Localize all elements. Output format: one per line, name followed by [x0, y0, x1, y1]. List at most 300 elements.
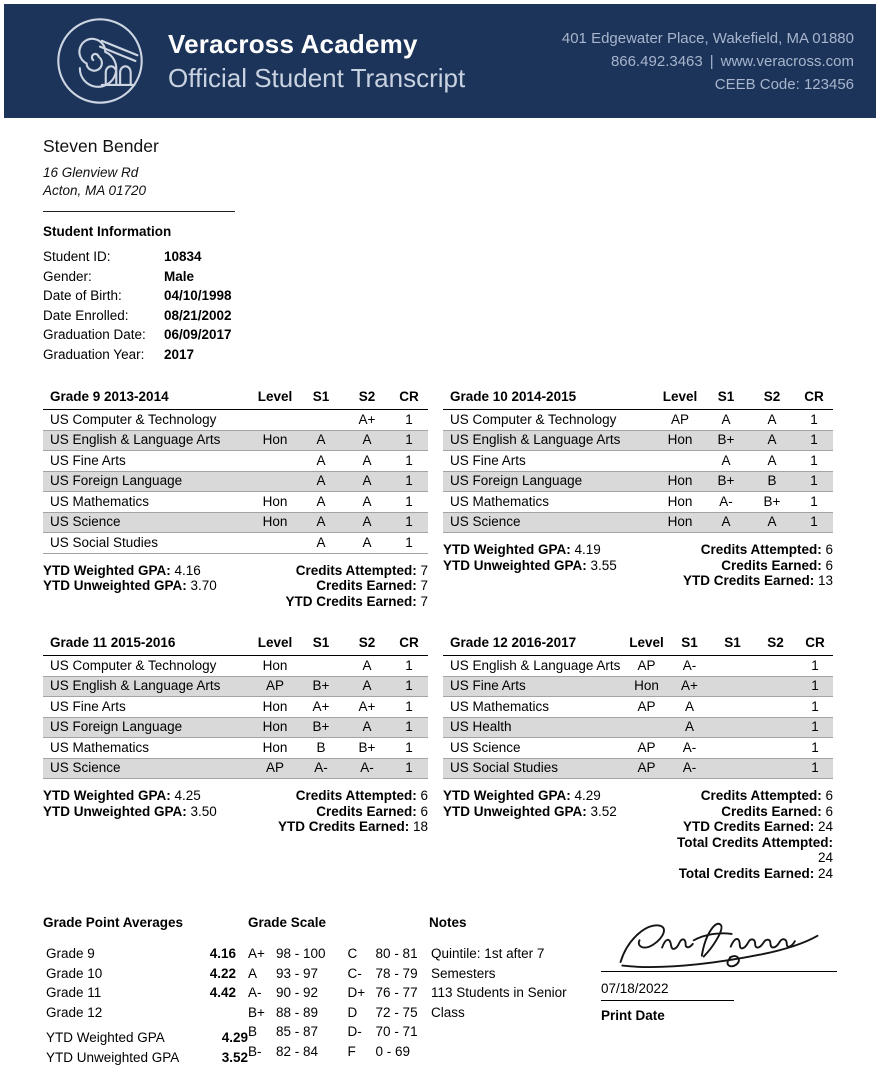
- gpa-label: Grade 11: [46, 983, 174, 1003]
- table-row: [43, 451, 428, 472]
- grade-scale-col1: [248, 944, 326, 1061]
- gpa-label: Grade 10: [46, 964, 174, 984]
- school-name: Veracross Academy: [168, 29, 465, 60]
- summary-label: Credits Attempted:: [296, 563, 417, 578]
- column-header: CR: [390, 389, 428, 404]
- grade-cell: 1: [797, 758, 833, 779]
- gpa-label: Grade 9: [46, 944, 174, 964]
- column-header: CR: [797, 635, 833, 650]
- student-address-line2: Acton, MA 01720: [43, 182, 837, 200]
- grade-cell: A: [344, 492, 390, 513]
- course-name: US Fine Arts: [43, 451, 252, 472]
- summary-value: 24: [814, 819, 833, 834]
- grade-cell: 1: [795, 512, 833, 533]
- grade-cell: Hon: [657, 430, 703, 451]
- credits-summary: [638, 788, 833, 881]
- course-name: US Foreign Language: [43, 471, 252, 492]
- grade-letter: D+: [348, 983, 376, 1003]
- gpa-summary: [443, 542, 638, 589]
- summary-label: Total Credits Attempted:: [677, 835, 833, 850]
- grade-cell: Hon: [657, 492, 703, 513]
- summary-value: 6: [822, 788, 833, 803]
- gpa-average-row: [43, 944, 248, 964]
- summary-value: 3.50: [187, 804, 217, 819]
- info-label: Graduation Year:: [43, 345, 164, 365]
- summary-line: [638, 558, 833, 574]
- grade-cell: A: [344, 471, 390, 492]
- grade-table: [443, 635, 833, 881]
- gpa-average-row: [43, 1003, 248, 1023]
- gpa-label: YTD Unweighted GPA: [46, 1048, 183, 1067]
- table-row: [43, 656, 428, 677]
- info-value: 04/10/1998: [164, 286, 232, 306]
- summary-label: Credits Attempted:: [296, 788, 417, 803]
- grade-scale-row: [248, 1042, 326, 1062]
- bottom-section: [43, 915, 837, 1067]
- course-name: US Social Studies: [443, 758, 625, 779]
- summary-label: YTD Credits Earned:: [683, 573, 814, 588]
- grade-cell: 1: [795, 492, 833, 513]
- course-name: US Science: [43, 512, 252, 533]
- grade-cell: Hon: [252, 430, 298, 451]
- column-header: S2: [344, 389, 390, 404]
- grade-table-header-row: [443, 635, 833, 656]
- table-row: [43, 697, 428, 718]
- grade-cell: A: [668, 717, 711, 738]
- table-row: [443, 656, 833, 677]
- grade-table: [443, 389, 833, 589]
- course-name: US Social Studies: [43, 533, 252, 554]
- signature-line: [601, 915, 837, 972]
- header-titles: [168, 29, 465, 94]
- grade-scale-row: [248, 983, 326, 1003]
- ceeb-code: CEEB Code: 123456: [562, 73, 854, 96]
- grade-cell: Hon: [252, 717, 298, 738]
- column-header: CR: [795, 389, 833, 404]
- grade-cell: 1: [795, 451, 833, 472]
- student-section: [43, 136, 837, 364]
- table-row: [43, 738, 428, 759]
- table-row: [443, 451, 833, 472]
- print-date-value: 07/18/2022: [601, 981, 734, 1001]
- signature-icon: [605, 915, 833, 971]
- grade-cell: 1: [795, 430, 833, 451]
- summary-line: [638, 788, 833, 804]
- gpa-summary: [43, 788, 233, 835]
- grade-scale-row: [348, 944, 418, 964]
- grade-cell: A: [298, 492, 344, 513]
- grade-letter: B+: [248, 1003, 276, 1023]
- gpa-label: Grade 12: [46, 1003, 174, 1023]
- grade-cell: A: [749, 430, 795, 451]
- table-row: [43, 431, 428, 452]
- grade-cell: 1: [390, 676, 428, 697]
- grade-cell: A: [344, 656, 390, 677]
- gpa-value: 4.42: [174, 983, 236, 1003]
- document-title: Official Student Transcript: [168, 63, 465, 94]
- grade-table-header-row: [43, 635, 428, 656]
- grade-cell: B+: [749, 492, 795, 513]
- course-name: US Computer & Technology: [43, 410, 252, 431]
- grade-letter: A: [248, 964, 276, 984]
- grade-cell: 1: [390, 656, 428, 677]
- table-row: [43, 513, 428, 534]
- summary-value: 3.52: [587, 804, 617, 819]
- grade-table-title: Grade 10 2014-2015: [443, 389, 657, 404]
- grade-cell: A: [344, 717, 390, 738]
- grade-cell: B+: [298, 717, 344, 738]
- grade-cell: Hon: [252, 697, 298, 718]
- grade-cell: A-: [668, 738, 711, 759]
- grade-cell: A-: [668, 656, 711, 677]
- column-header: S2: [344, 635, 390, 650]
- table-row: [43, 677, 428, 698]
- summary-value: 24: [814, 866, 833, 881]
- grade-cell: B: [749, 471, 795, 492]
- student-info-row: [43, 345, 837, 365]
- summary-label: YTD Weighted GPA:: [443, 542, 571, 557]
- table-row: [443, 759, 833, 780]
- grade-cell: Hon: [625, 676, 668, 697]
- grade-cell: B+: [703, 471, 749, 492]
- gpa-summary: [443, 788, 638, 881]
- course-name: US Mathematics: [443, 697, 625, 718]
- school-logo-icon: [54, 15, 146, 107]
- grade-cell: A: [749, 451, 795, 472]
- student-info-row: [43, 306, 837, 326]
- header-band: [4, 4, 876, 118]
- course-name: US English & Language Arts: [443, 656, 625, 677]
- gpa-value: [174, 1003, 236, 1023]
- grade-scale-row: [248, 944, 326, 964]
- grade-letter: D-: [348, 1022, 376, 1042]
- grade-scale-row: [248, 1003, 326, 1023]
- summary-line: [638, 866, 833, 882]
- column-header: S1: [298, 389, 344, 404]
- grade-cell: A: [703, 410, 749, 431]
- grade-scale-row: [348, 964, 418, 984]
- grade-cell: A+: [668, 676, 711, 697]
- grade-cell: A: [298, 471, 344, 492]
- student-info-row: [43, 325, 837, 345]
- grade-cell: Hon: [252, 512, 298, 533]
- grade-cell: 1: [797, 656, 833, 677]
- summary-line: [233, 578, 428, 594]
- grade-cell: A: [344, 451, 390, 472]
- column-header: Level: [625, 635, 668, 650]
- transcript-page: [0, 4, 880, 1067]
- summary-line: [233, 594, 428, 610]
- column-header: S1: [711, 635, 754, 650]
- info-label: Graduation Date:: [43, 325, 164, 345]
- table-row: [43, 410, 428, 431]
- course-name: US English & Language Arts: [43, 676, 252, 697]
- grade-cell: A: [344, 512, 390, 533]
- grade-tables: [43, 389, 837, 881]
- grade-cell: AP: [252, 676, 298, 697]
- column-header: S1: [668, 635, 711, 650]
- gpa-value: 4.29: [183, 1028, 248, 1048]
- pipe-divider: |: [710, 53, 714, 70]
- column-header: S1: [298, 635, 344, 650]
- summary-value: 7: [417, 594, 428, 609]
- grade-cell: B+: [703, 430, 749, 451]
- grade-scale-col2: [348, 944, 418, 1061]
- summary-value: 4.25: [171, 788, 201, 803]
- summary-label: YTD Unweighted GPA:: [443, 804, 587, 819]
- grade-table-title: Grade 11 2015-2016: [43, 635, 252, 650]
- summary-line: [233, 563, 428, 579]
- grade-range: 0 - 69: [376, 1042, 411, 1062]
- credits-summary: [638, 542, 833, 589]
- info-label: Date of Birth:: [43, 286, 164, 306]
- course-name: US Foreign Language: [443, 471, 657, 492]
- grade-range: 98 - 100: [276, 944, 326, 964]
- summary-value: 7: [417, 563, 428, 578]
- grade-range: 93 - 97: [276, 964, 318, 984]
- grade-cell: AP: [657, 410, 703, 431]
- grade-cell: A: [344, 533, 390, 554]
- grade-cell: Hon: [252, 738, 298, 759]
- summary-label: YTD Unweighted GPA:: [43, 578, 187, 593]
- grade-cell: A: [344, 430, 390, 451]
- table-row: [43, 718, 428, 739]
- grade-cell: 1: [795, 471, 833, 492]
- summary-line: [43, 804, 233, 820]
- note-line: Quintile: 1st after 7 Semesters: [429, 944, 601, 983]
- course-name: US Computer & Technology: [43, 656, 252, 677]
- grade-scale-columns: [248, 944, 429, 1061]
- note-line: 113 Students in Senior Class: [429, 983, 601, 1022]
- grade-cell: A: [703, 512, 749, 533]
- column-header: S2: [749, 389, 795, 404]
- grade-cell: Hon: [657, 512, 703, 533]
- student-address: [43, 164, 837, 200]
- grade-letter: A-: [248, 983, 276, 1003]
- grade-cell: AP: [625, 738, 668, 759]
- grade-cell: A-: [344, 758, 390, 779]
- table-row: [443, 410, 833, 431]
- grade-cell: 1: [390, 471, 428, 492]
- gpa-average-row: [43, 1048, 248, 1067]
- grade-cell: 1: [390, 451, 428, 472]
- column-header: Level: [252, 389, 298, 404]
- summary-label: Credits Attempted:: [701, 788, 822, 803]
- school-phone-web: [562, 50, 854, 73]
- summary-value: 3.70: [187, 578, 217, 593]
- summary-line: [233, 819, 428, 835]
- summary-label: YTD Credits Earned:: [683, 819, 814, 834]
- gpa-summary: [43, 563, 233, 610]
- summary-value: 24: [638, 850, 833, 866]
- grade-cell: 1: [390, 492, 428, 513]
- grade-cell: AP: [625, 656, 668, 677]
- summary-value: 6: [822, 542, 833, 557]
- summary-line: [233, 804, 428, 820]
- student-info-row: [43, 267, 837, 287]
- grade-letter: F: [348, 1042, 376, 1062]
- summary-line: [638, 819, 833, 835]
- gpa-averages-heading: Grade Point Averages: [43, 915, 248, 930]
- signature-block: [601, 915, 837, 1023]
- grade-table-header-row: [443, 389, 833, 410]
- gpa-average-row: [43, 1028, 248, 1048]
- grade-cell: A: [298, 512, 344, 533]
- summary-line: [443, 788, 638, 804]
- table-row: [443, 677, 833, 698]
- grade-cell: A-: [668, 758, 711, 779]
- school-website: www.veracross.com: [721, 53, 854, 70]
- summary-value: 3.55: [587, 558, 617, 573]
- grade-cell: A: [298, 533, 344, 554]
- grade-range: 72 - 75: [376, 1003, 418, 1023]
- table-row: [443, 472, 833, 493]
- school-phone: 866.492.3463: [611, 53, 703, 70]
- course-name: US Science: [443, 512, 657, 533]
- course-name: US Fine Arts: [443, 451, 657, 472]
- summary-label: YTD Credits Earned:: [278, 819, 409, 834]
- course-name: US Science: [43, 758, 252, 779]
- grade-scale-row: [348, 1042, 418, 1062]
- student-info-list: [43, 247, 837, 364]
- table-row: [43, 492, 428, 513]
- address-divider-line: [43, 211, 235, 212]
- summary-value: 13: [814, 573, 833, 588]
- grade-range: 88 - 89: [276, 1003, 318, 1023]
- grade-cell: 1: [390, 533, 428, 554]
- course-name: US Mathematics: [443, 492, 657, 513]
- grade-cell: B: [298, 738, 344, 759]
- grade-cell: AP: [252, 758, 298, 779]
- student-info-row: [43, 286, 837, 306]
- course-name: US Mathematics: [43, 492, 252, 513]
- grade-cell: A-: [703, 492, 749, 513]
- grade-scale-row: [348, 983, 418, 1003]
- student-address-line1: 16 Glenview Rd: [43, 164, 837, 182]
- summary-value: 4.16: [171, 563, 201, 578]
- table-row: [443, 697, 833, 718]
- info-value: 10834: [164, 247, 202, 267]
- summary-label: Credits Attempted:: [701, 542, 822, 557]
- grade-cell: Hon: [252, 492, 298, 513]
- summary-line: [443, 804, 638, 820]
- grade-scale-heading: Grade Scale: [248, 915, 429, 930]
- summary-label: Credits Earned:: [316, 578, 417, 593]
- table-summary: [443, 542, 833, 589]
- table-row: [443, 513, 833, 534]
- grade-range: 82 - 84: [276, 1042, 318, 1062]
- table-summary: [443, 788, 833, 881]
- grade-letter: D: [348, 1003, 376, 1023]
- grade-cell: A+: [298, 697, 344, 718]
- grade-cell: 1: [795, 410, 833, 431]
- course-name: US English & Language Arts: [443, 430, 657, 451]
- grade-table: [43, 389, 428, 609]
- grade-cell: AP: [625, 697, 668, 718]
- credits-summary: [233, 788, 428, 835]
- course-name: US Computer & Technology: [443, 410, 657, 431]
- print-date-label: Print Date: [601, 1008, 837, 1023]
- summary-line: [43, 788, 233, 804]
- summary-label: Credits Earned:: [721, 558, 822, 573]
- grade-cell: B+: [344, 738, 390, 759]
- summary-line: [638, 835, 833, 851]
- summary-label: YTD Unweighted GPA:: [443, 558, 587, 573]
- grade-cell: A: [703, 451, 749, 472]
- gpa-value: 4.16: [174, 944, 236, 964]
- course-name: US English & Language Arts: [43, 430, 252, 451]
- grade-scale-row: [348, 1003, 418, 1023]
- grade-cell: 1: [390, 512, 428, 533]
- gpa-average-row: [43, 964, 248, 984]
- gpa-value: 3.52: [183, 1048, 248, 1067]
- summary-value: 4.29: [571, 788, 601, 803]
- course-name: US Fine Arts: [443, 676, 625, 697]
- grade-cell: 1: [390, 697, 428, 718]
- info-value: 08/21/2002: [164, 306, 232, 326]
- notes-heading: Notes: [429, 915, 601, 930]
- grade-cell: 1: [797, 717, 833, 738]
- grade-cell: A: [298, 451, 344, 472]
- summary-label: YTD Weighted GPA:: [43, 563, 171, 578]
- grade-letter: A+: [248, 944, 276, 964]
- credits-summary: [233, 563, 428, 610]
- summary-value: 6: [822, 804, 833, 819]
- grade-letter: B-: [248, 1042, 276, 1062]
- info-value: 06/09/2017: [164, 325, 232, 345]
- table-row: [443, 492, 833, 513]
- grade-letter: C-: [348, 964, 376, 984]
- column-header: Level: [657, 389, 703, 404]
- summary-value: 6: [822, 558, 833, 573]
- grade-range: 85 - 87: [276, 1022, 318, 1042]
- grade-cell: A+: [344, 697, 390, 718]
- grade-cell: Hon: [657, 471, 703, 492]
- summary-value: 4.19: [571, 542, 601, 557]
- grade-cell: A: [749, 410, 795, 431]
- table-row: [43, 759, 428, 780]
- column-header: CR: [390, 635, 428, 650]
- grade-scale-row: [248, 964, 326, 984]
- course-name: US Fine Arts: [43, 697, 252, 718]
- grade-cell: 1: [390, 717, 428, 738]
- grade-scale-section: [248, 915, 429, 1061]
- grade-cell: A: [298, 430, 344, 451]
- course-name: US Foreign Language: [43, 717, 252, 738]
- school-address: 401 Edgewater Place, Wakefield, MA 01880: [562, 27, 854, 50]
- column-header: S2: [754, 635, 797, 650]
- info-label: Student ID:: [43, 247, 164, 267]
- summary-value: 6: [417, 804, 428, 819]
- grade-range: 76 - 77: [376, 983, 418, 1003]
- grade-range: 70 - 71: [376, 1022, 418, 1042]
- grade-scale-row: [248, 1022, 326, 1042]
- info-value: 2017: [164, 345, 194, 365]
- summary-value: 18: [409, 819, 428, 834]
- summary-value: 6: [417, 788, 428, 803]
- gpa-averages-list: [43, 944, 248, 1067]
- grade-letter: B: [248, 1022, 276, 1042]
- table-row: [443, 718, 833, 739]
- summary-line: [43, 578, 233, 594]
- grade-cell: Hon: [252, 656, 298, 677]
- summary-line: [43, 563, 233, 579]
- student-name: Steven Bender: [43, 136, 837, 157]
- grade-cell: A: [749, 512, 795, 533]
- grade-table: [43, 635, 428, 835]
- table-row: [43, 472, 428, 493]
- gpa-average-row: [43, 983, 248, 1003]
